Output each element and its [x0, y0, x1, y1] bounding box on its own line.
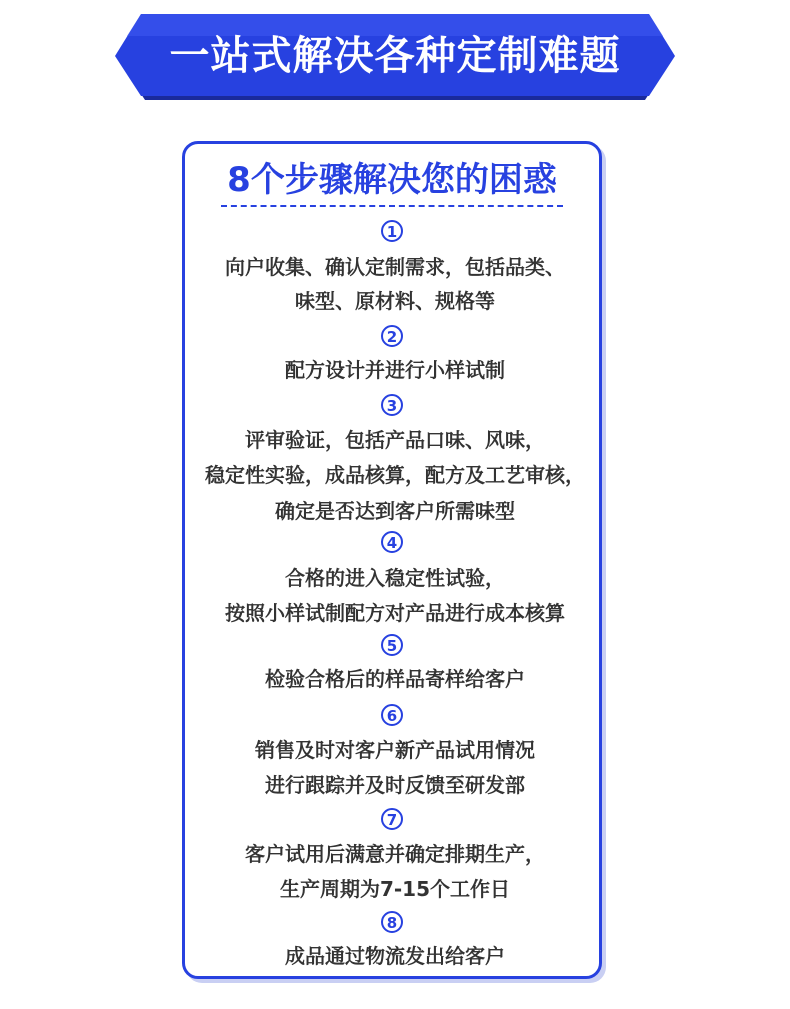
step-7-line-1: 客户试用后满意并确定排期生产， — [245, 842, 545, 866]
step-number-5 — [185, 634, 599, 656]
step-3-line-1: 评审验证，包括产品口味、风味， — [245, 428, 545, 452]
step-number-circle: 5 — [381, 634, 403, 656]
step-number-6 — [185, 704, 599, 726]
step-8-line-1: 成品通过物流发出给客户 — [285, 944, 505, 968]
step-number-8 — [185, 911, 599, 933]
step-number-circle: 2 — [381, 325, 403, 347]
step-number-7 — [185, 808, 599, 830]
step-2-line-1: 配方设计并进行小样试制 — [285, 358, 505, 382]
step-3-line-3: 确定是否达到客户所需味型 — [275, 499, 515, 523]
step-number-2 — [185, 325, 599, 347]
step-number-4 — [185, 531, 599, 553]
step-7-line-2: 生产周期为7-15个工作日 — [279, 877, 511, 901]
step-5-line-1: 检验合格后的样品寄样给客户 — [265, 667, 525, 691]
step-1-line-1: 向户收集、确认定制需求，包括品类、 — [225, 255, 565, 279]
step-6-line-1: 销售及时对客户新产品试用情况 — [255, 738, 535, 762]
step-1-line-2: 味型、原材料、规格等 — [295, 289, 495, 313]
banner-title: 一站式解决各种定制难题 — [169, 33, 621, 79]
step-number-1 — [185, 220, 599, 242]
step-4-line-2: 按照小样试制配方对产品进行成本核算 — [225, 601, 565, 625]
steps-card — [182, 141, 602, 979]
step-number-circle: 6 — [381, 704, 403, 726]
step-number-3 — [185, 394, 599, 416]
step-number-circle: 1 — [381, 220, 403, 242]
step-4-line-1: 合格的进入稳定性试验， — [285, 566, 505, 590]
step-number-circle: 3 — [381, 394, 403, 416]
step-number-circle: 8 — [381, 911, 403, 933]
step-3-line-2: 稳定性实验，成品核算，配方及工艺审核， — [205, 463, 585, 487]
steps-list — [185, 144, 599, 976]
step-number-circle: 4 — [381, 531, 403, 553]
card-title: 8个步骤解决您的困惑 — [227, 160, 557, 200]
header-banner — [115, 14, 675, 102]
step-number-circle: 7 — [381, 808, 403, 830]
step-6-line-2: 进行跟踪并及时反馈至研发部 — [265, 773, 525, 797]
